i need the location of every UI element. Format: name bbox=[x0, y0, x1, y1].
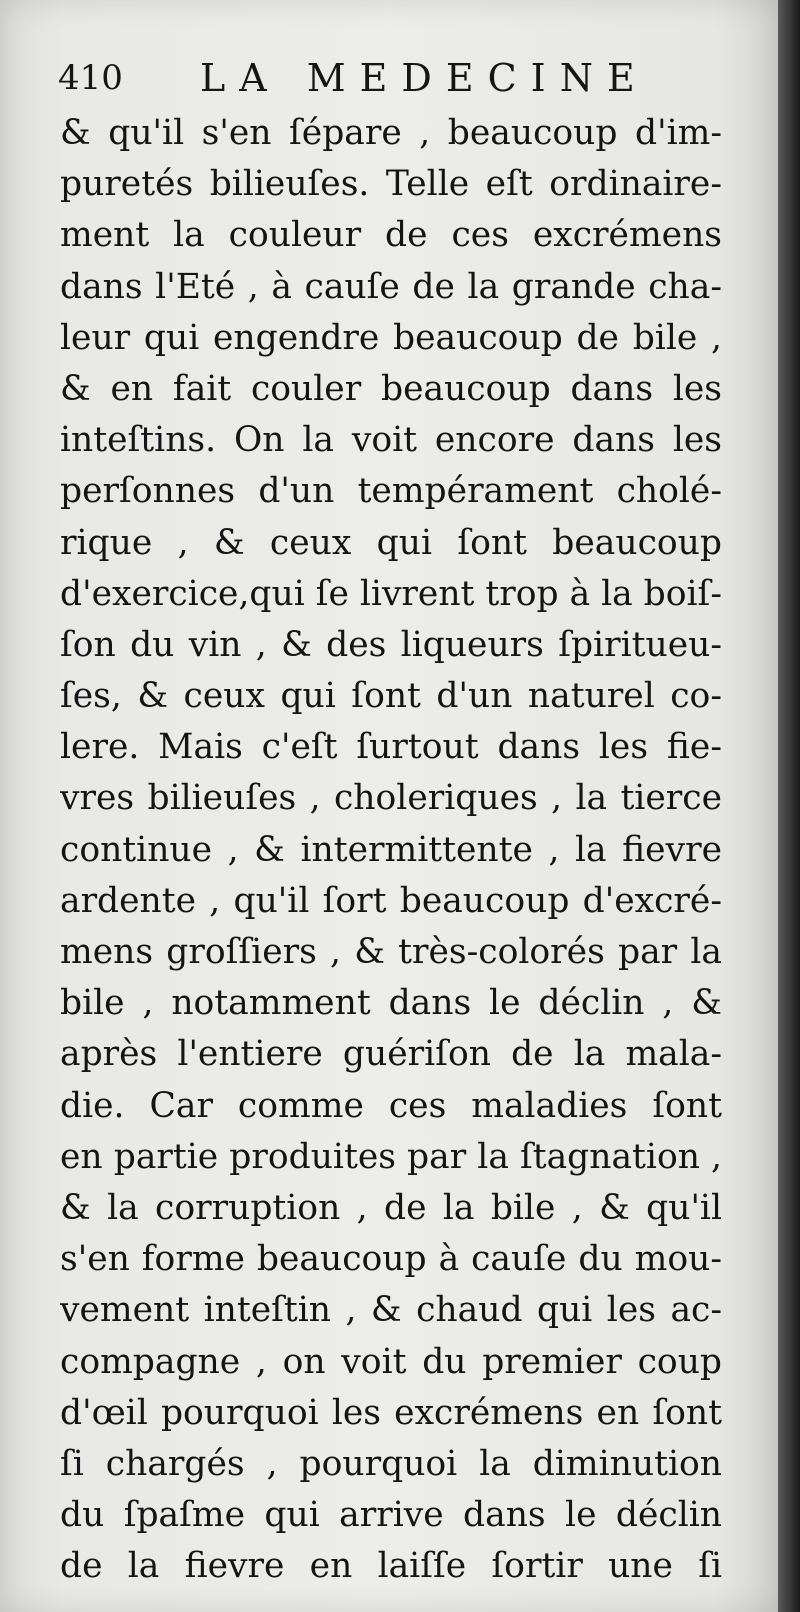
text-line: compagne , on voit du premier coup bbox=[60, 1341, 722, 1382]
text-line: & en fait couler beaucoup dans les bbox=[60, 368, 722, 409]
text-line: perſonnes d'un tempérament cholé- bbox=[60, 471, 722, 512]
text-line: lere. Mais c'eſt ſurtout dans les fie- bbox=[60, 727, 722, 768]
text-line: de la fievre en laiſſe ſortir une ſi bbox=[60, 1546, 722, 1587]
body-text bbox=[60, 108, 722, 1592]
page-header bbox=[58, 52, 738, 108]
text-line: leur qui engendre beaucoup de bile , bbox=[60, 317, 722, 358]
page-number: 410 bbox=[58, 58, 123, 98]
text-line: dans l'Eté , à cauſe de la grande cha- bbox=[60, 266, 722, 307]
text-line: ment la couleur de ces excrémens bbox=[60, 215, 722, 256]
text-line: rique , & ceux qui ſont beaucoup bbox=[60, 522, 722, 563]
text-line: d'exercice,qui ſe livrent trop à la boiſ- bbox=[60, 573, 722, 614]
text-line: mens groſſiers , & très-colorés par la bbox=[60, 932, 722, 972]
running-title: LA MEDECINE bbox=[200, 56, 649, 100]
text-line: bile , notamment dans le déclin , & bbox=[60, 983, 722, 1024]
text-line: & qu'il s'en ſépare , beaucoup d'im- bbox=[60, 113, 722, 153]
text-line: d'œil pourquoi les excrémens en ſont bbox=[60, 1392, 722, 1433]
text-line: ſi chargés , pourquoi la diminution bbox=[60, 1443, 722, 1484]
text-line: ſes, & ceux qui ſont d'un naturel co- bbox=[60, 676, 722, 717]
text-line: ſon du vin , & des liqueurs ſpiritueu- bbox=[60, 624, 722, 665]
text-line: s'en forme beaucoup à cauſe du mou- bbox=[60, 1239, 722, 1280]
text-line: en partie produites par la ſtagnation , bbox=[60, 1136, 722, 1177]
text-line: après l'entiere guériſon de la mala- bbox=[60, 1034, 722, 1075]
text-line: puretés bilieuſes. Telle eſt ordinaire- bbox=[60, 164, 722, 205]
text-line: du ſpaſme qui arrive dans le déclin bbox=[60, 1495, 722, 1536]
text-line: ardente , qu'il ſort beaucoup d'excré- bbox=[60, 880, 722, 921]
text-line: inteſtins. On la voit encore dans les bbox=[60, 420, 722, 461]
text-line: die. Car comme ces maladies ſont bbox=[60, 1085, 722, 1126]
text-line: vement inteſtin , & chaud qui les ac- bbox=[60, 1290, 722, 1331]
text-line: & la corruption , de la bile , & qu'il bbox=[60, 1187, 722, 1228]
text-line: vres bilieuſes , choleriques , la tierce bbox=[60, 778, 722, 819]
page-edge-shadow bbox=[778, 0, 800, 1612]
text-line: continue , & intermittente , la fievre bbox=[60, 829, 722, 870]
